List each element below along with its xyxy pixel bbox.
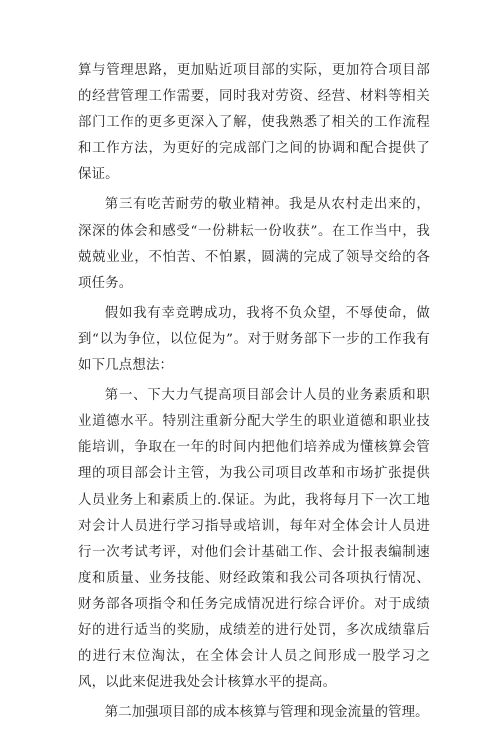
body-text — [78, 58, 430, 730]
paragraph-first-point: 第一、下大力气提高项目部会计人员的业务素质和职业道德水平。特别注重新分配大学生的职业道德和职业技能培训，争取在一年的时间内把他们培养成为懂核算会管理的项目部会计主管，为我公司项目改革和市场扩张提供人员业务上和素质上的.保证。为此，我将每月下一次工地对会计人员进行学习指导或培训，每年对全体会计人员进行一次考试考评，对他们会计基础工作、会计报表编制速度和质量、业务技能、财经政策和我公司各项执行情况、财务部各项指令和任务完成情况进行综合评价。对于成绩好的进行适当的奖励，成绩差的进行处罚，多次成绩靠后的进行末位淘汰，在全体会计人员之间形成一股学习之风，以此来促进我处会计核算水平的提高。 — [78, 388, 430, 691]
paragraph-commitment: 假如我有幸竞聘成功，我将不负众望，不辱使命，做到“以为争位，以位促为”。对于财务部下一步的工作我有如下几点想法： — [78, 305, 430, 374]
paragraph-spirit: 第三有吃苦耐劳的敬业精神。我是从农村走出来的，深深的体会和感受“一份耕耘一份收获”。在工作当中，我兢兢业业，不怕苦、不怕累，圆满的完成了领导交给的各项任务。 — [78, 197, 430, 291]
paragraph-second-point: 第二加强项目部的成本核算与管理和现金流量的管理。 — [104, 705, 429, 721]
paragraph-continuation: 算与管理思路，更加贴近项目部的实际，更加符合项目部的经营管理工作需要，同时我对劳资、经营、材料等相关部门工作的更多更深入了解，使我熟悉了相关的工作流程和工作方法，为更好的完成部门之间的协调和配合提供了保证。 — [78, 63, 430, 183]
